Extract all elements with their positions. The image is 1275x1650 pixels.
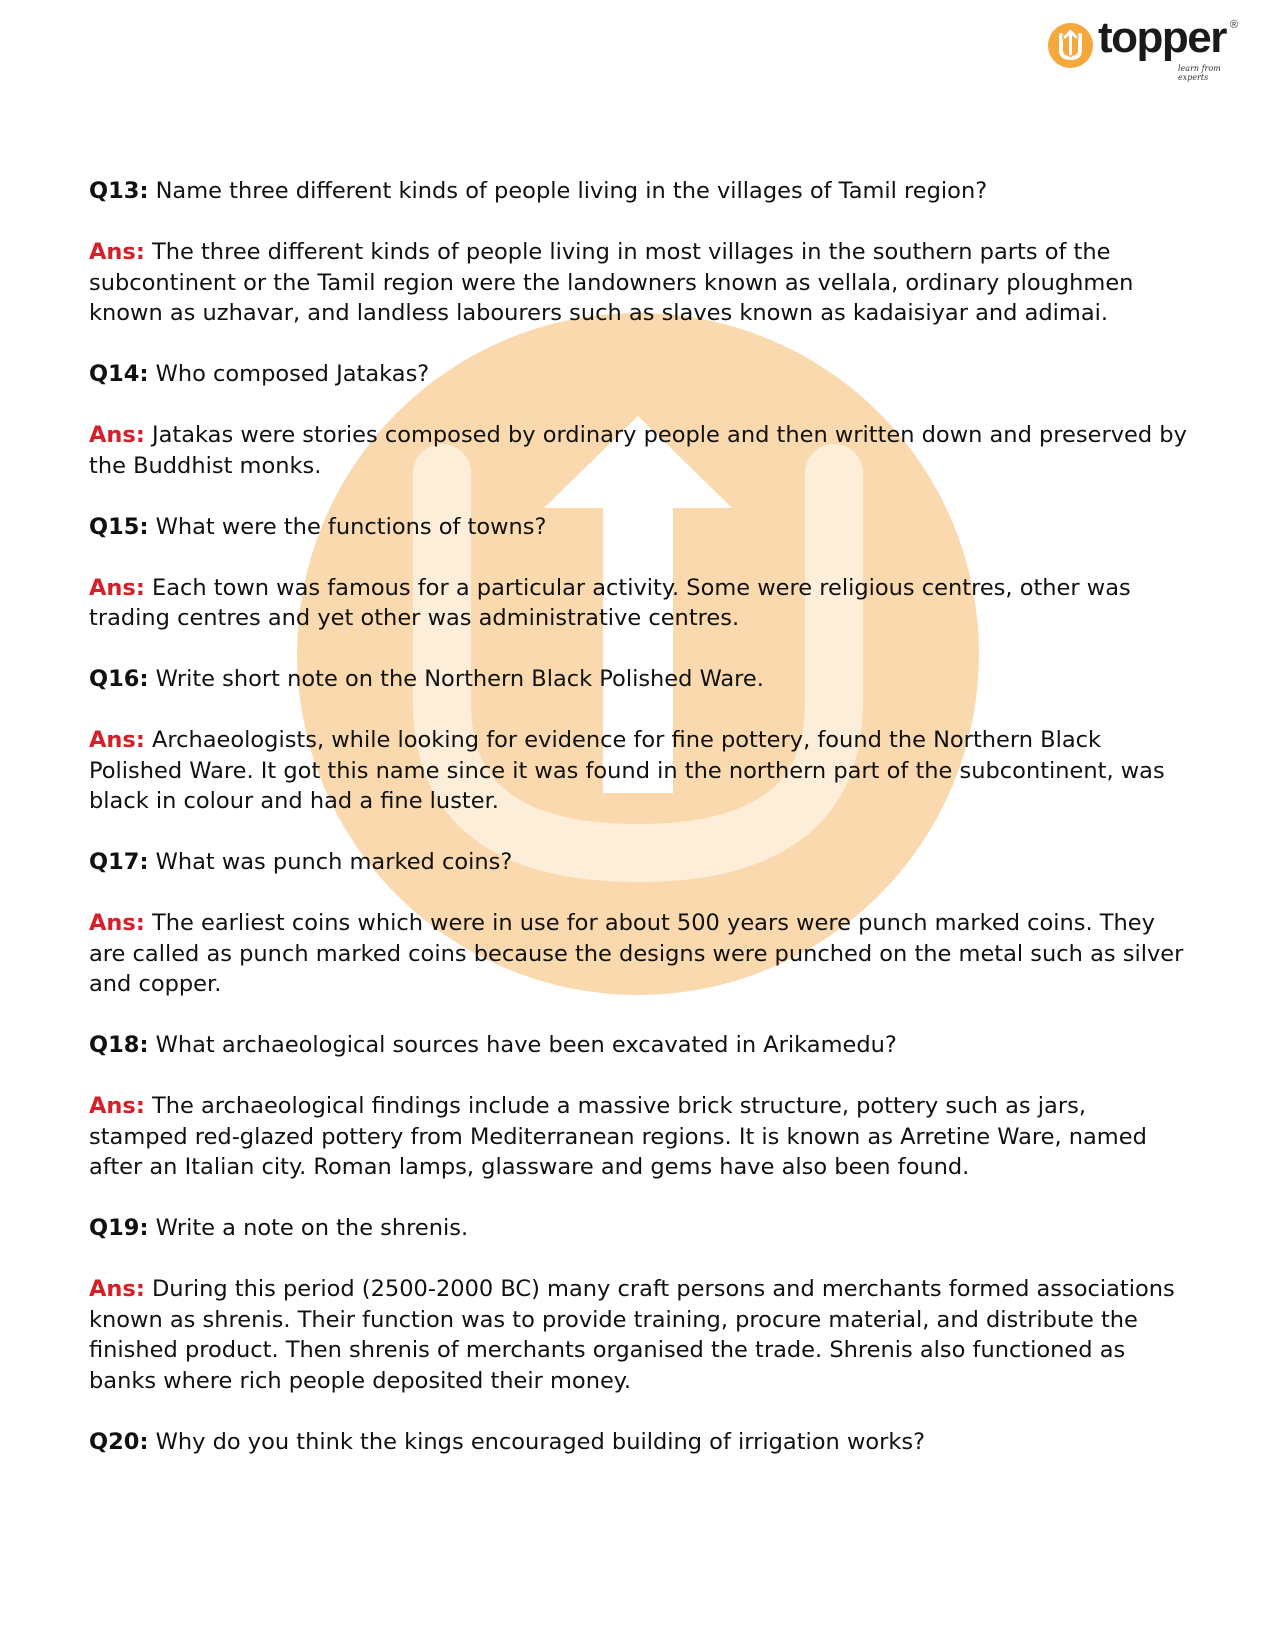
question-q18 bbox=[89, 1030, 1189, 1061]
question-label: Q16: bbox=[89, 666, 149, 692]
answer-label: Ans: bbox=[89, 574, 145, 601]
logo-mark-icon bbox=[1048, 23, 1093, 68]
question-q19 bbox=[89, 1213, 1189, 1244]
question-text: Who composed Jatakas? bbox=[155, 361, 430, 387]
answer-text: Jatakas were stories composed by ordinary people and then written down and preserved by the Buddhist monks. bbox=[89, 422, 1187, 479]
answer-q13 bbox=[89, 237, 1189, 329]
answer-q18 bbox=[89, 1091, 1189, 1183]
question-q15 bbox=[89, 512, 1189, 543]
answer-label: Ans: bbox=[89, 1276, 145, 1302]
answer-label: Ans: bbox=[89, 239, 145, 265]
question-text: What was punch marked coins? bbox=[155, 849, 513, 875]
question-label: Q20: bbox=[89, 1428, 149, 1455]
question-text: Write short note on the Northern Black Polished Ware. bbox=[155, 666, 764, 692]
question-text: What archaeological sources have been excavated in Arikamedu? bbox=[155, 1032, 897, 1058]
question-label: Q19: bbox=[89, 1215, 149, 1241]
question-text: What were the functions of towns? bbox=[155, 513, 547, 540]
topper-logo bbox=[1048, 13, 1248, 82]
question-label: Q14: bbox=[89, 361, 149, 387]
answer-label: Ans: bbox=[89, 422, 145, 448]
question-q14 bbox=[89, 359, 1189, 390]
answer-q16 bbox=[89, 725, 1189, 817]
answer-text: Each town was famous for a particular activity. Some were religious centres, other was trading centres and yet other was administrative centres. bbox=[89, 574, 1131, 631]
question-q13 bbox=[89, 176, 1189, 207]
answer-q17 bbox=[89, 908, 1189, 1000]
question-label: Q15: bbox=[89, 513, 149, 540]
logo-tagline: learn from experts bbox=[1178, 64, 1221, 82]
logo-brand-text: topper bbox=[1098, 13, 1226, 62]
qa-content bbox=[89, 176, 1189, 1488]
question-q17 bbox=[89, 847, 1189, 878]
answer-text: Archaeologists, while looking for evidence for fine pottery, found the Northern Black Polished Ware. It got this name since it was found in the northern part of the subcontinent, was black in colour and had a fine luster. bbox=[89, 727, 1165, 814]
answer-text: During this period (2500-2000 BC) many craft persons and merchants formed associations known as shrenis. Their function was to provide training, procure material, and distribute the finished product. Then shrenis of merchants organised the trade. Shrenis also functioned as banks where rich people deposited their money. bbox=[89, 1276, 1175, 1394]
answer-label: Ans: bbox=[89, 910, 145, 936]
answer-label: Ans: bbox=[89, 1093, 145, 1119]
logo-registered-mark: ® bbox=[1230, 19, 1239, 31]
question-label: Q17: bbox=[89, 849, 149, 875]
answer-text: The earliest coins which were in use for about 500 years were punch marked coins. They are called as punch marked coins because the designs were punched on the metal such as silver and copper. bbox=[89, 910, 1184, 997]
answer-text: The three different kinds of people living in most villages in the southern parts of the subcontinent or the Tamil region were the landowners known as vellala, ordinary ploughmen known as uzhavar, and landless labourers such as slaves known as kadaisiyar and adimai. bbox=[89, 239, 1134, 326]
answer-q19 bbox=[89, 1274, 1189, 1396]
answer-text: The archaeological findings include a massive brick structure, pottery such as jars, stamped red-glazed pottery from Mediterranean regions. It is known as Arretine Ware, named after an Italian city. Roman lamps, glassware and gems have also been found. bbox=[89, 1093, 1147, 1180]
question-q16 bbox=[89, 664, 1189, 695]
question-label: Q13: bbox=[89, 178, 149, 204]
question-q20 bbox=[89, 1427, 1189, 1458]
question-text: Write a note on the shrenis. bbox=[155, 1215, 469, 1241]
answer-label: Ans: bbox=[89, 727, 145, 753]
question-text: Name three different kinds of people living in the villages of Tamil region? bbox=[155, 178, 988, 204]
question-text: Why do you think the kings encouraged building of irrigation works? bbox=[155, 1428, 926, 1455]
answer-q15 bbox=[89, 573, 1189, 634]
question-label: Q18: bbox=[89, 1032, 149, 1058]
answer-q14 bbox=[89, 420, 1189, 481]
